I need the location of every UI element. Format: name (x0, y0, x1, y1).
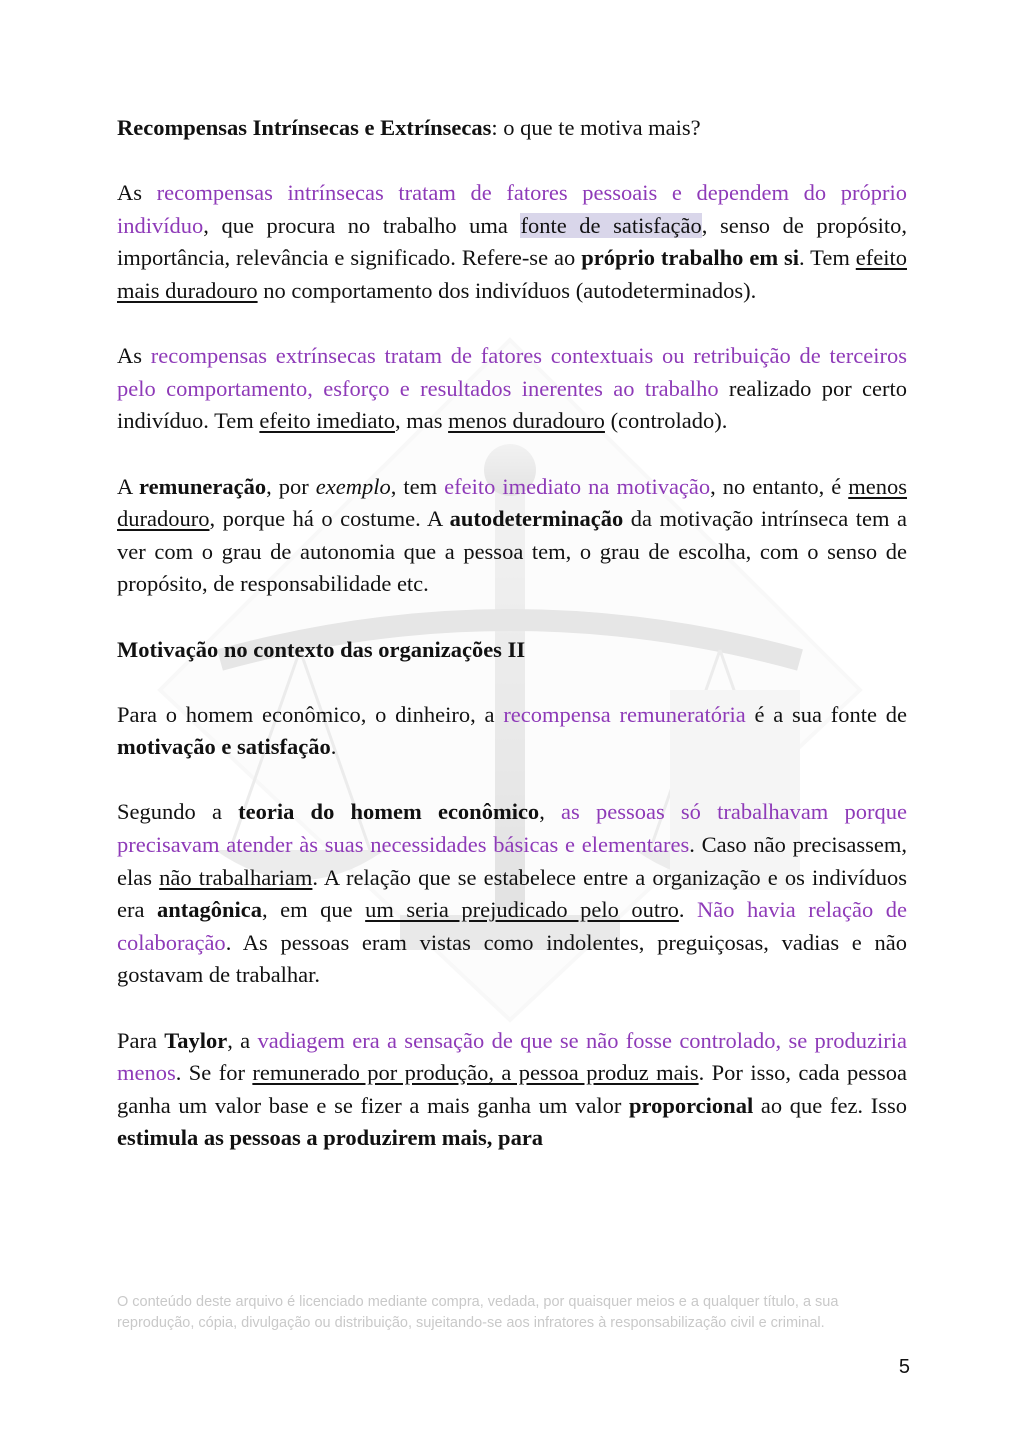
section-heading-rewards (117, 112, 907, 145)
italic-text: exemplo (315, 473, 391, 499)
underlined-text: menos duradouro (117, 473, 907, 532)
underlined-text: um seria prejudicado pelo outro (365, 897, 679, 923)
bold-text: Taylor (164, 1027, 228, 1053)
marked-text: fonte de satisfação (520, 212, 702, 238)
underlined-text: efeito imediato (259, 408, 395, 434)
paragraph-economic-man: Para o homem econômico, o dinheiro, a recompensa remuneratória é a sua fonte de motivação e satisfação. (117, 701, 908, 760)
bold-text: próprio trabalho em si (581, 245, 800, 271)
license-footer: O conteúdo deste arquivo é licenciado mediante compra, vedada, por quaisquer meios e a qualquer título, a sua reprodução, cópia, divulgação ou distribuição, sujeitando-se aos infratores à responsabilização civil e criminal. (117, 1294, 839, 1331)
page-number: 5 (898, 1356, 910, 1378)
document-body (117, 112, 907, 1188)
bold-text: autodeterminação (449, 506, 624, 532)
bold-text: teoria do homem econômico (238, 799, 540, 825)
highlighted-text: vadiagem era a sensação de que se não fosse controlado, se produziria menos (117, 1027, 907, 1086)
paragraph-extrinsic-rewards: As recompensas extrínsecas tratam de fatores contextuais ou retribuição de terceiros pelo comportamento, esforço e resultados inerentes ao trabalho realizado por certo indivíduo. Tem efeito imediato, mas menos duradouro (controlado). (117, 343, 908, 434)
heading-bold-text: Motivação no contexto das organizações II (117, 636, 526, 662)
bold-text: remuneração (139, 473, 267, 499)
highlighted-text: efeito imediato na motivação (444, 473, 711, 499)
paragraph-remuneration: A remuneração, por exemplo, tem efeito imediato na motivação, no entanto, é menos duradouro, porque há o costume. A autodeterminação da motivação intrínseca tem a ver com o grau de autonomia que a pessoa tem, o grau de escolha, com o senso de propósito, de responsabilidade etc. (117, 473, 908, 597)
highlighted-text: Não havia relação de colaboração (117, 897, 907, 955)
bold-text: motivação e satisfação (117, 734, 331, 760)
highlighted-text: as pessoas só trabalhavam porque precisavam atender às suas necessidades básicas e elementares (117, 799, 907, 858)
underlined-text: remunerado por produção, a pessoa produz mais (252, 1060, 699, 1086)
highlighted-text: recompensas intrínsecas tratam de fatores pessoais e dependem do próprio indivíduo (117, 180, 907, 238)
underlined-text: menos duradouro (448, 408, 605, 434)
heading-text: : o que te motiva mais? (491, 115, 701, 140)
bold-text: antagônica (156, 897, 262, 923)
section-heading-motivation (117, 634, 907, 667)
paragraph-taylor: Para Taylor, a vadiagem era a sensação de que se não fosse controlado, se produziria menos. Se for remunerado por produção, a pessoa produz mais. Por isso, cada pessoa ganha um valor base e se fizer a mais ganha um valor proporcional ao que fez. Isso estimula as pessoas a produzirem mais, para (117, 1027, 907, 1151)
underlined-text: efeito mais duradouro (117, 245, 907, 303)
bold-text: estimula as pessoas a produzirem mais, para (117, 1125, 544, 1151)
paragraph-economic-man-theory: Segundo a teoria do homem econômico, as pessoas só trabalhavam porque precisavam atender às suas necessidades básicas e elementares. Caso não precisassem, elas não trabalhariam. A relação que se estabelece entre a organização e os indivíduos era antagônica, em que um seria prejudicado pelo outro. Não havia relação de colaboração. As pessoas eram vistas como indolentes, preguiçosas, vadias e não gostavam de trabalhar. (117, 799, 907, 988)
heading-bold-text: Recompensas Intrínsecas e Extrínsecas (117, 115, 492, 140)
highlighted-text: recompensa remuneratória (503, 701, 746, 727)
underlined-text: não trabalhariam (159, 864, 313, 890)
paragraph-intrinsic-rewards: As recompensas intrínsecas tratam de fatores pessoais e dependem do próprio indivíduo, que procura no trabalho uma fonte de satisfação, senso de propósito, importância, relevância e significado. Refere-se ao próprio trabalho em si. Tem efeito mais duradouro no comportamento dos indivíduos (autodeterminados). (117, 180, 907, 303)
highlighted-text: recompensas extrínsecas tratam de fatores contextuais ou retribuição de terceiros pelo comportamento, esforço e resultados inerentes ao trabalho (117, 343, 908, 401)
bold-text: proporcional (629, 1092, 754, 1118)
